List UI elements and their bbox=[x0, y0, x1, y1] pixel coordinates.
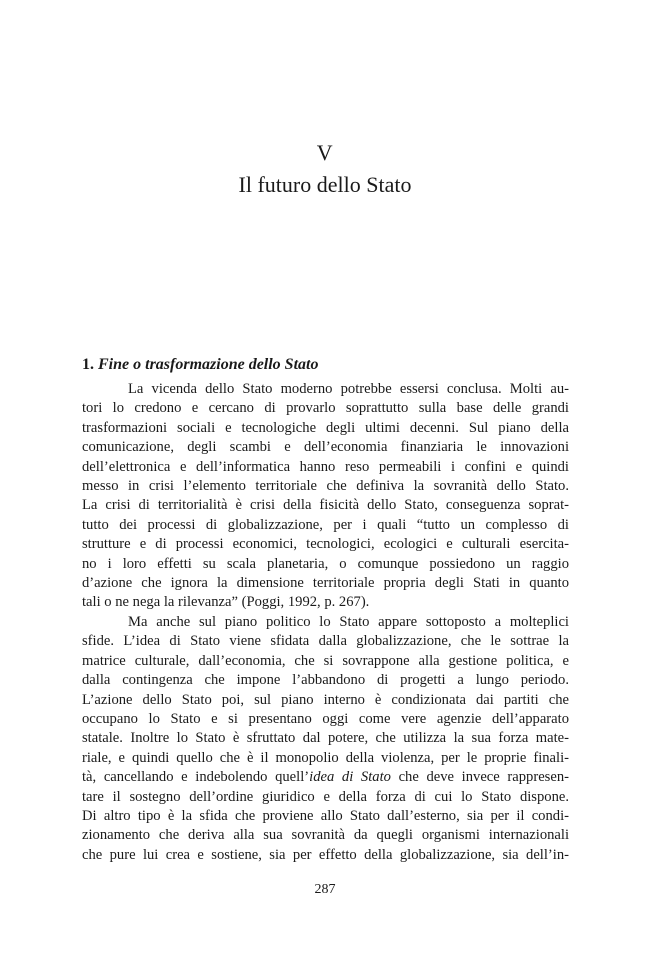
text-line: comunicazione, degli scambi e dell’economia finanziaria le innovazioni bbox=[82, 439, 569, 456]
section-number: 1. bbox=[82, 356, 94, 373]
text-line: tali o ne nega la rilevanza” (Poggi, 1992, p. 267). bbox=[82, 594, 370, 611]
text-line: strutture e di processi economici, tecnologici, ecologici e culturali esercita- bbox=[82, 536, 569, 553]
text-line: occupano lo Stato e si presentano oggi come vere agenzie dell’apparato bbox=[82, 710, 569, 727]
text-line: dalla contingenza che impone l’abbandono di progetti a lungo periodo. bbox=[82, 672, 569, 689]
text-line: Di altro tipo è la sfida che proviene allo Stato dall’esterno, sia per il condi- bbox=[82, 807, 569, 824]
body-text bbox=[82, 380, 569, 865]
italic-phrase: idea di Stato bbox=[309, 769, 391, 786]
text-line: riale, e quindi quello che è il monopolio della violenza, per le proprie finali- bbox=[82, 749, 569, 766]
text-line: La vicenda dello Stato moderno potrebbe essersi conclusa. Molti au- bbox=[128, 381, 569, 397]
text-line: L’azione dello Stato poi, sul piano interno è condizionata dai partiti che bbox=[82, 691, 569, 708]
text-line-with-italic bbox=[82, 768, 569, 787]
text-line: La crisi di territorialità è crisi della fisicità dello Stato, conseguenza soprat- bbox=[82, 497, 569, 514]
chapter-number: V bbox=[316, 140, 334, 165]
text-line: messo in crisi l’elemento territoriale che definiva la sovranità dello Stato. bbox=[82, 478, 569, 495]
text-fragment: tà, cancellando e indebolendo quell’ bbox=[82, 769, 310, 786]
text-line: d’azione che ignora la dimensione territoriale propria degli Stati in quanto bbox=[82, 575, 569, 592]
text-line: Ma anche sul piano politico lo Stato appare sottoposto a molteplici bbox=[128, 613, 569, 630]
text-line: dell’elettronica e dell’informatica hanno reso permeabili i confini e quindi bbox=[82, 458, 569, 475]
text-line: che pure lui crea e sostiene, sia per effetto della globalizzazione, sia dell’in- bbox=[82, 846, 569, 863]
section-heading bbox=[82, 356, 318, 374]
text-line: tori lo credono e cercano di provarlo soprattutto sulla base delle grandi bbox=[82, 400, 569, 417]
chapter-title: Il futuro dello Stato bbox=[238, 172, 412, 197]
text-line: matrice culturale, dall’economia, che si sovrappone alla gestione politica, e bbox=[82, 652, 569, 669]
text-line: statale. Inoltre lo Stato è sfruttato dal potere, che utilizza la sua forza mate- bbox=[82, 730, 569, 747]
text-line: trasformazioni sociali e tecnologiche degli ultimi decenni. Sul piano della bbox=[82, 419, 569, 436]
text-line: tutto dei processi di globalizzazione, per i quali “tutto un complesso di bbox=[82, 516, 569, 533]
text-line: zionamento che deriva alla sua sovranità da quegli organismi internazionali bbox=[82, 827, 569, 844]
page-number: 287 bbox=[314, 882, 336, 897]
section-title: Fine o trasformazione dello Stato bbox=[98, 356, 319, 373]
text-line: no i loro effetti su scala planetaria, o comunque possiedono un raggio bbox=[82, 555, 569, 572]
text-line: tare il sostegno dell’ordine giuridico e della forza di cui lo Stato dispone. bbox=[82, 788, 569, 805]
text-fragment: che deve invece rappresen- bbox=[390, 769, 569, 786]
text-line: sfide. L’idea di Stato viene sfidata dalla globalizzazione, che le sottrae la bbox=[82, 633, 569, 650]
